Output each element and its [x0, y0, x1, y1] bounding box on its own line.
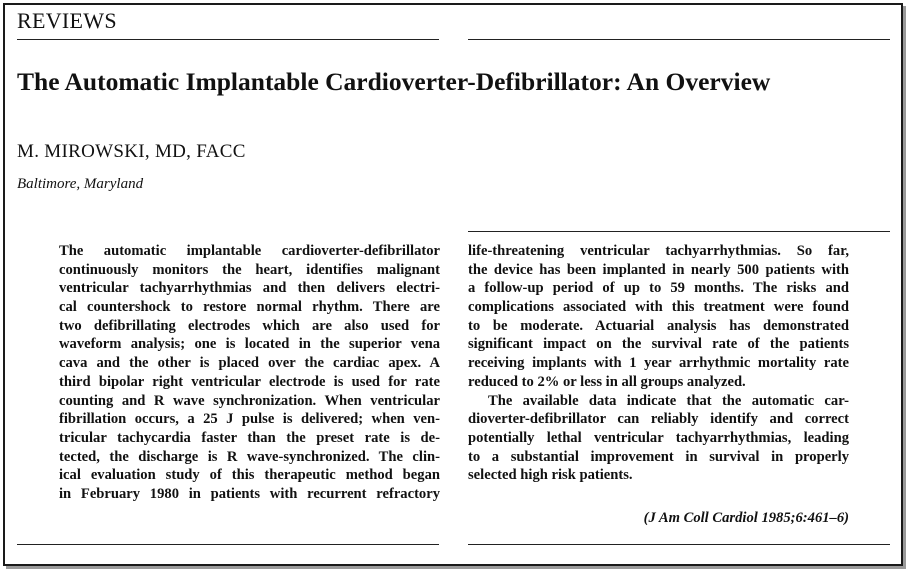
abstract-line: tricular tachycardia faster than the preset rate is de-: [59, 429, 440, 446]
abstract-line: fibrillation occurs, a 25 J pulse is delivered; when ven-: [59, 411, 440, 428]
abstract-line: cava and the other is placed over the cardiac apex. A: [59, 355, 440, 372]
abstract-line: the device has been implanted in nearly 500 patients with: [468, 261, 849, 278]
abstract-line: receiving implants with 1 year arrhythmic mortality rate: [468, 355, 849, 372]
abstract-line: tected, the discharge is R wave-synchronized. The clin-: [59, 448, 440, 465]
abstract-column-right: [468, 242, 849, 485]
section-label: REVIEWS: [17, 8, 117, 33]
abstract-line: ical evaluation study of this therapeutic method began: [59, 467, 440, 484]
abstract-line: cal countershock to restore normal rhythm. There are: [59, 299, 440, 316]
abstract-line: significant impact on the survival rate of the patients: [468, 336, 849, 353]
abstract-line: counting and R wave synchronization. When ventricular: [59, 392, 440, 409]
author-affiliation: Baltimore, Maryland: [17, 176, 144, 192]
abstract-line: in February 1980 in patients with recurrent refractory: [59, 485, 440, 502]
journal-citation: (J Am Coll Cardiol 1985;6:461–6): [643, 510, 849, 526]
footer-rule-right: [468, 544, 890, 545]
header-rule-left: [17, 39, 439, 40]
abstract-line: The available data indicate that the automatic car-: [488, 392, 849, 409]
abstract-line: life-threatening ventricular tachyarrhythmias. So far,: [468, 243, 849, 259]
abstract-line: waveform analysis; one is located in the superior vena: [59, 336, 440, 353]
abstract-line: potentially lethal ventricular tachyarrhythmias, leading: [468, 429, 849, 446]
abstract-line: complications associated with this treatment were found: [468, 299, 849, 316]
abstract-line: The automatic implantable cardioverter-defibrillator: [59, 243, 440, 259]
abstract-line: two defibrillating electrodes which are also used for: [59, 317, 440, 334]
abstract-line: continuously monitors the heart, identifies malignant: [59, 261, 440, 278]
article-title: The Automatic Implantable Cardioverter-Defibrillator: An Overview: [17, 67, 771, 96]
header-rule-right: [468, 39, 890, 40]
abstract-top-rule: [468, 231, 890, 232]
abstract-line: reduced to 2% or less in all groups analyzed.: [468, 373, 746, 390]
abstract-line: third bipolar right ventricular electrode is used for rate: [59, 373, 440, 390]
abstract-line: selected high risk patients.: [468, 467, 633, 484]
abstract-column-left: [59, 242, 440, 504]
article-author: M. MIROWSKI, MD, FACC: [17, 141, 246, 162]
abstract-line: dioverter-defibrillator can reliably identify and correct: [468, 411, 849, 428]
abstract-line: to a substantial improvement in survival in properly: [468, 448, 849, 465]
footer-rule-left: [17, 544, 439, 545]
abstract-line: ventricular tachyarrhythmias and then delivers electri-: [59, 280, 440, 297]
abstract-line: to be moderate. Actuarial analysis has demonstrated: [468, 317, 849, 334]
abstract-line: a follow-up period of up to 59 months. The risks and: [468, 280, 849, 297]
